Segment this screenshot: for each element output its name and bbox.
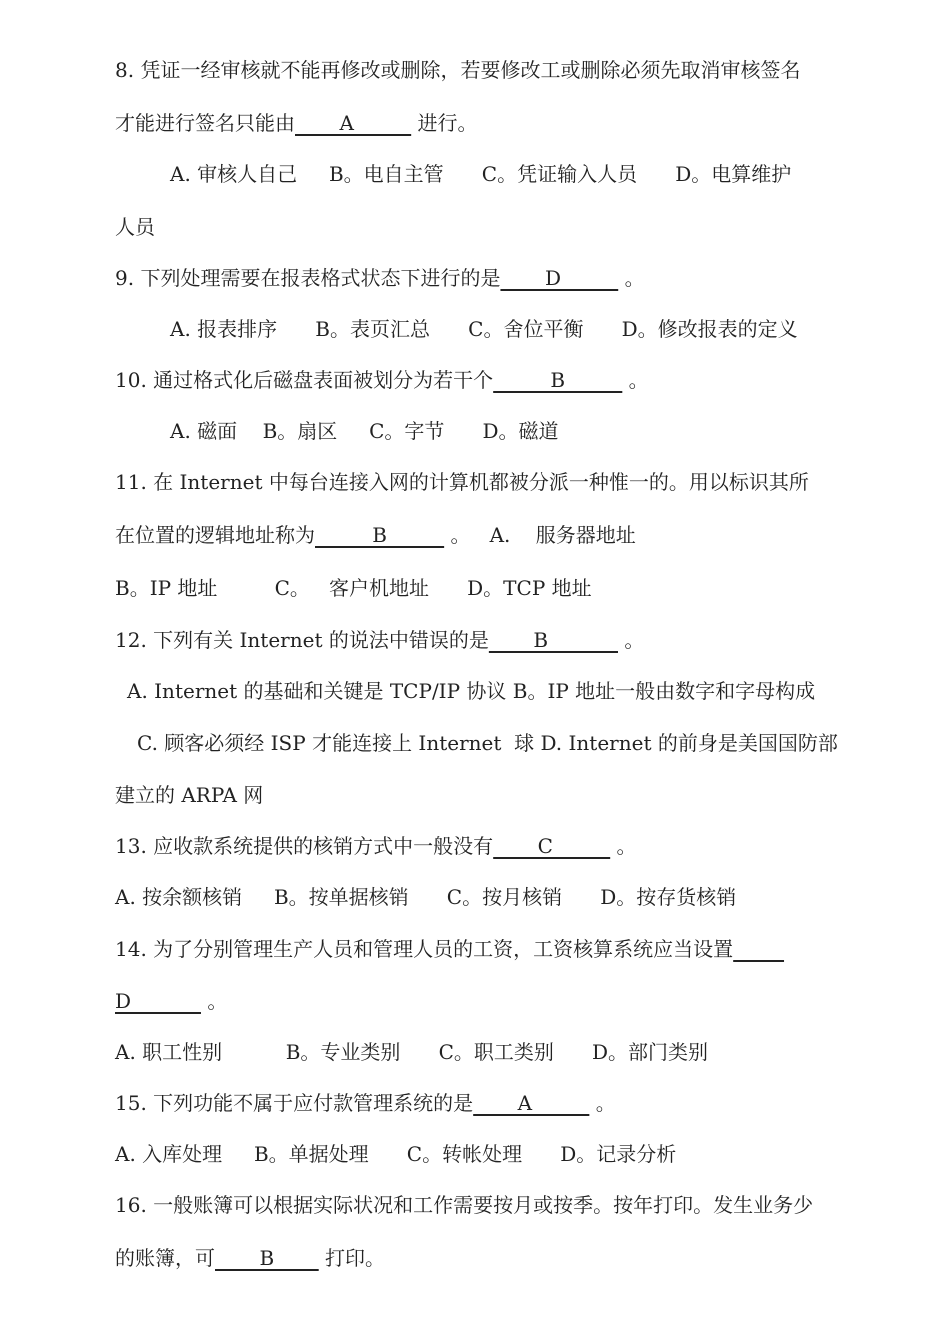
q8-stem-text-2: 才能进行签名只能由 (115, 111, 295, 135)
q15-answer-blank: A (473, 1091, 590, 1115)
q15-stem-text: 15. 下列功能不属于应付款管理系统的是 (115, 1091, 474, 1115)
q8-options (170, 160, 791, 188)
q14-options (115, 1038, 708, 1066)
q12-options-line2 (137, 729, 838, 757)
q9-options (170, 315, 798, 343)
q8-stem-line1 (115, 56, 800, 84)
q14-answer-blank: D (115, 989, 201, 1013)
q14-stem-line1 (115, 935, 784, 963)
q14-stem-line2 (115, 987, 227, 1015)
q13-options (115, 883, 736, 911)
q14-options-text: A. 职工性别 B。专业类别 C。职工类别 D。部门类别 (115, 1040, 709, 1064)
q10-answer-blank: B (493, 368, 623, 392)
q12-stem-suffix: 。 (618, 628, 645, 652)
q11-answer-blank: B (315, 523, 445, 547)
q16-stem-suffix: 打印。 (318, 1246, 386, 1270)
q12-stem-text: 12. 下列有关 Internet 的说法中错误的是 (115, 628, 489, 652)
q11-options-text: B。IP 地址 C。 客户机地址 D。TCP 地址 (115, 576, 592, 600)
q8-options-continued (115, 213, 155, 241)
q13-answer-blank: C (493, 834, 611, 858)
q11-stem-line2 (115, 521, 636, 549)
q12-options-text-2: C. 顾客必须经 ISP 才能连接上 Internet 球 D. Internet 的前身是美国国防部 (137, 731, 838, 755)
q10-stem-suffix: 。 (622, 368, 649, 392)
q8-stem-text: 8. 凭证一经审核就不能再修改或删除，若要修改工或删除必须先取消审核签名 (115, 58, 801, 82)
q12-options-line3 (115, 781, 263, 809)
q13-options-text: A. 按余额核销 B。按单据核销 C。按月核销 D。按存货核销 (115, 885, 737, 909)
q12-stem (115, 626, 644, 654)
q11-stem-line1 (115, 468, 809, 496)
q12-options-text-1: A. Internet 的基础和关键是 TCP/IP 协议 B。IP 地址一般由数字和字母构成 (127, 679, 816, 703)
q12-answer-blank: B (488, 628, 618, 652)
q8-options-cont-text: 人员 (115, 215, 155, 239)
q12-options-text-3: 建立的 ARPA 网 (115, 783, 264, 807)
q15-stem-suffix: 。 (589, 1091, 616, 1115)
q16-answer-blank: B (215, 1246, 319, 1270)
q15-options-text: A. 入库处理 B。单据处理 C。转帐处理 D。记录分析 (115, 1142, 677, 1166)
q9-options-text: A. 报表排序 B。表页汇总 C。舍位平衡 D。修改报表的定义 (170, 317, 798, 341)
q11-stem-text: 11. 在 Internet 中每台连接入网的计算机都被分派一种惟一的。用以标识其所 (115, 470, 809, 494)
q13-stem (115, 832, 637, 860)
q9-answer-blank: D (500, 266, 619, 290)
q12-options-line1 (127, 677, 815, 705)
q14-answer-blank-start (733, 937, 784, 961)
q8-stem-line2 (115, 109, 478, 137)
q11-stem-text-2: 在位置的逻辑地址称为 (115, 523, 315, 547)
q8-options-text: A. 审核人自己 B。电自主管 C。凭证输入人员 D。电算维护 (170, 162, 792, 186)
q9-stem-suffix: 。 (618, 266, 645, 290)
q16-stem-line2 (115, 1244, 385, 1272)
q13-stem-suffix: 。 (610, 834, 637, 858)
q14-stem-text: 14. 为了分别管理生产人员和管理人员的工资，工资核算系统应当设置 (115, 937, 734, 961)
q10-options (170, 417, 559, 445)
q16-stem-text: 16. 一般账簿可以根据实际状况和工作需要按月或按季。按年打印。发生业务少 (115, 1193, 814, 1217)
q10-stem-text: 10. 通过格式化后磁盘表面被划分为若干个 (115, 368, 494, 392)
q11-stem-suffix: 。 A. 服务器地址 (444, 523, 636, 547)
q15-options (115, 1140, 676, 1168)
q14-stem-suffix: 。 (200, 989, 228, 1013)
q11-options (115, 574, 592, 602)
q15-stem (115, 1089, 616, 1117)
q13-stem-text: 13. 应收款系统提供的核销方式中一般没有 (115, 834, 494, 858)
q16-stem-text-2: 的账簿，可 (115, 1246, 215, 1270)
q8-stem-suffix: 进行。 (411, 111, 478, 135)
q10-stem (115, 366, 649, 394)
q10-options-text: A. 磁面 B。扇区 C。字节 D。磁道 (170, 419, 559, 443)
q9-stem (115, 264, 645, 292)
q16-stem-line1 (115, 1191, 813, 1219)
q8-answer-blank: A (295, 111, 412, 135)
q9-stem-text: 9. 下列处理需要在报表格式状态下进行的是 (115, 266, 501, 290)
